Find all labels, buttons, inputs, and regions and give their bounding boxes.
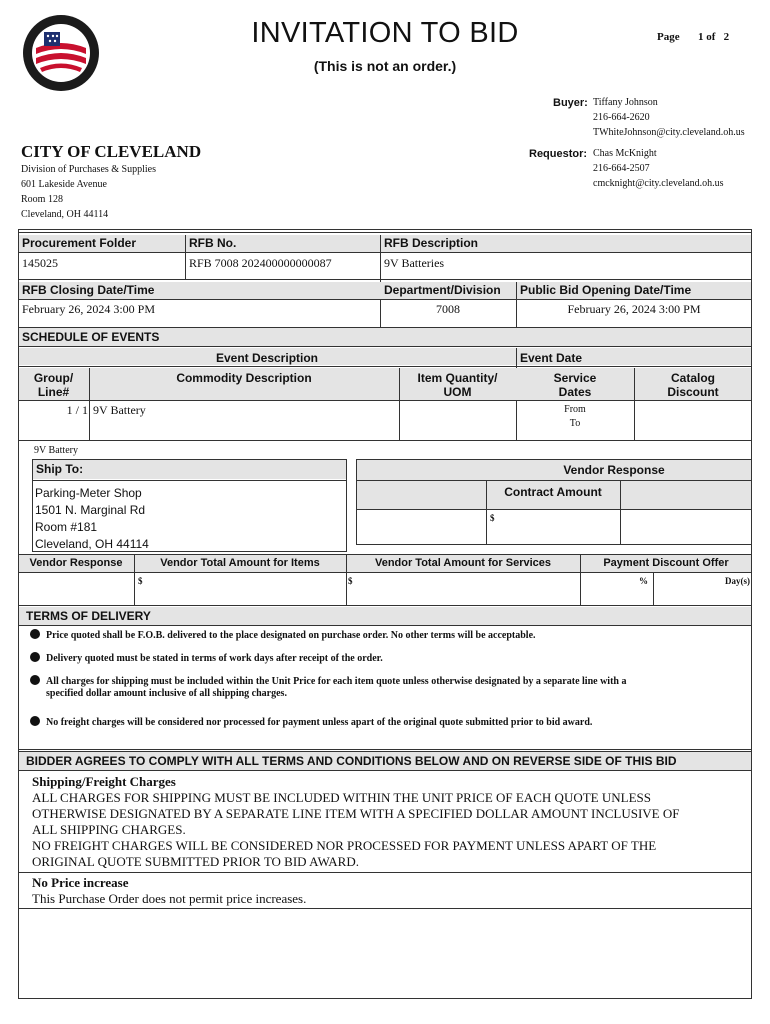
requestor-phone: 216-664-2507 [593, 163, 650, 174]
agency-room: Room 128 [21, 194, 63, 205]
ship-to-label: Ship To: [36, 462, 84, 476]
conditions-title: BIDDER AGREES TO COMPLY WITH ALL TERMS AND CONDITIONS BELOW AND ON REVERSE SIDE OF THIS BID [26, 754, 677, 768]
total-services-label: Vendor Total Amount for Services [374, 557, 552, 569]
price-increase-title: No Price increase [32, 875, 129, 890]
bullet-icon [30, 716, 40, 726]
total-items-input[interactable]: $ [138, 576, 143, 586]
requestor-email[interactable]: cmcknight@city.cleveland.oh.us [593, 178, 724, 189]
closing-date-value: February 26, 2024 3:00 PM [22, 302, 155, 316]
rfb-desc-label: RFB Description [384, 236, 479, 250]
opening-date-label: Public Bid Opening Date/Time [520, 283, 692, 297]
page-label: Page [657, 31, 680, 43]
terms-item-3: All charges for shipping must be included within the Unit Price for each item quote unless otherwise designated by a separate line with a [30, 675, 626, 687]
total-services-input[interactable]: $ [348, 576, 353, 586]
vendor-response-col-label: Vendor Response [29, 557, 123, 569]
service-to: To [569, 418, 581, 429]
discount-days-input[interactable]: Day(s) [725, 576, 750, 586]
service-from: From [564, 404, 586, 415]
terms-title: TERMS OF DELIVERY [26, 609, 151, 623]
vendor-response-input[interactable] [19, 573, 133, 604]
document-subtitle: (This is not an order.) [313, 58, 457, 74]
opening-date-value: February 26, 2024 3:00 PM [567, 302, 701, 316]
commodity-label: Commodity Description [176, 371, 312, 385]
total-items-label: Vendor Total Amount for Items [160, 557, 320, 569]
schedule-title: SCHEDULE OF EVENTS [22, 330, 160, 344]
ship-to-line4: Cleveland, OH 44114 [35, 537, 149, 551]
terms-item-4: No freight charges will be considered nor processed for payment unless apart of the original quote submitted prior to bid award. [30, 716, 592, 728]
ship-to-line3: Room #181 [35, 520, 98, 534]
department-label: Department/Division [384, 283, 501, 297]
buyer-phone: 216-664-2620 [593, 112, 650, 123]
bullet-icon [30, 629, 40, 639]
page-number: 1 of 2 [698, 31, 730, 43]
department-value: 7008 [436, 302, 460, 316]
price-increase-text: This Purchase Order does not permit price increases. [32, 891, 307, 906]
shipping-title: Shipping/Freight Charges [32, 774, 176, 789]
catalog-discount-label: Catalog Discount [667, 371, 719, 399]
agency-street: 601 Lakeside Avenue [21, 179, 107, 190]
buyer-email[interactable]: TWhiteJohnson@city.cleveland.oh.us [593, 127, 745, 138]
document-title: INVITATION TO BID [251, 17, 519, 49]
agency-city: Cleveland, OH 44114 [21, 209, 109, 220]
contract-amount-label: Contract Amount [504, 485, 602, 499]
group-line-label: Group/ Line# [33, 371, 74, 399]
agency-division: Division of Purchases & Supplies [21, 164, 156, 175]
line-number: 1 / 1 [66, 403, 88, 417]
buyer-name: Tiffany Johnson [593, 97, 658, 108]
bullet-icon [30, 652, 40, 662]
requestor-label: Requestor: [529, 148, 588, 160]
terms-item-1: Price quoted shall be F.O.B. delivered to the place designated on purchase order. No other terms will be acceptable. [30, 629, 536, 641]
rfb-no-label: RFB No. [189, 236, 237, 250]
procurement-folder-label: Procurement Folder [22, 236, 137, 250]
ship-to-line2: 1501 N. Marginal Rd [35, 503, 146, 517]
rfb-desc-value: 9V Batteries [384, 256, 445, 270]
bullet-icon [30, 675, 40, 685]
contract-amount-input[interactable]: $ [490, 513, 495, 523]
line-note: 9V Battery [34, 445, 78, 456]
line-description: 9V Battery [93, 403, 146, 417]
rfb-no-value: RFB 7008 202400000000087 [189, 256, 332, 270]
discount-percent-input[interactable]: % [639, 576, 648, 586]
agency-name: CITY OF CLEVELAND [21, 142, 202, 161]
event-date-label: Event Date [520, 351, 583, 365]
quantity-uom-label: Item Quantity/ UOM [417, 371, 498, 399]
terms-item-3-cont: specified dollar amount inclusive of all shipping charges. [46, 688, 287, 699]
buyer-label: Buyer: [553, 97, 588, 109]
service-dates-label: Service Dates [553, 371, 597, 399]
vendor-response-title: Vendor Response [563, 463, 665, 477]
event-description-label: Event Description [215, 351, 319, 365]
closing-date-label: RFB Closing Date/Time [22, 283, 155, 297]
requestor-name: Chas McKnight [593, 148, 657, 159]
terms-item-2: Delivery quoted must be stated in terms of work days after receipt of the order. [30, 652, 383, 664]
payment-discount-label: Payment Discount Offer [603, 557, 729, 569]
ship-to-line1: Parking-Meter Shop [35, 486, 142, 500]
procurement-folder-value: 145025 [22, 256, 58, 270]
shipping-text: ALL CHARGES FOR SHIPPING MUST BE INCLUDED WITHIN THE UNIT PRICE OF EACH QUOTE UNLESS OTHERWISE DESIGNATED BY A SEPARATE LINE ITEM WITH A SPECIFIED DOLLAR AMOUNT INCLUSIVE OF ALL SHIPPING CHARGES. NO FREIGHT CHARGES WILL BE CONSIDERED NOR PROCESSED FOR PAYMENT UNLESS APART OF THE ORIGINAL QUOTE SUBMITTED PRIOR TO BID AWARD. [32, 790, 680, 869]
